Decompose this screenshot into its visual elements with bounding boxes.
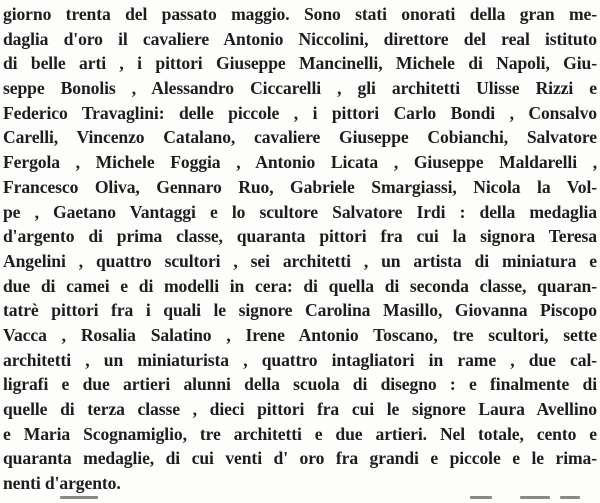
text-line: seppe Bonolis , Alessandro Ciccarelli , gli architetti Ulisse Rizzi e <box>3 78 597 99</box>
text-line: architetti , un miniaturista , quattro intagliatori in rame , due cal- <box>3 349 597 370</box>
text-line: giorno trenta del passato maggio. Sono stati onorati della gran me- <box>3 4 597 24</box>
ink-fragment <box>520 496 550 499</box>
text-line: Fergola , Michele Foggia , Antonio Licata , Giuseppe Maldarelli , <box>3 152 597 173</box>
text-line: quaranta medaglie, di cui venti d' oro fra grandi e piccole e le rima- <box>3 448 597 469</box>
text-line: quelle di terza classe , dieci pittori fra cui le signore Laura Avellino <box>3 399 597 419</box>
text-line: di belle arti , i pittori Giuseppe Mancinelli, Michele di Napoli, Giu- <box>3 53 597 74</box>
text-line: Angelini , quattro scultori , sei architetti , un artista di miniatura e <box>3 250 597 271</box>
text-line: due di camei e di modelli in cera: di quella di seconda classe, quaran- <box>3 275 597 296</box>
ink-fragment <box>560 496 580 499</box>
next-line-cutoff <box>0 490 600 503</box>
text-line: tatrè pittori fra i quali le signore Carolina Masillo, Giovanna Piscopo <box>3 300 597 321</box>
text-line: d'argento di prima classe, quaranta pittori fra cui la signora Teresa <box>3 226 597 247</box>
text-line: pe , Gaetano Vantaggi e lo scultore Salvatore Irdi : della medaglia <box>3 201 597 222</box>
text-line: e Maria Scognamiglio, tre architetti e due artieri. Nel totale, cento e <box>3 423 597 444</box>
ink-fragment <box>470 496 492 499</box>
paragraph <box>3 2 597 496</box>
text-line: ligrafi e due artieri alunni della scuola di disegno : e finalmente di <box>3 374 597 395</box>
text-line: Francesco Oliva, Gennaro Ruo, Gabriele Smargiassi, Nicola la Vol- <box>3 176 597 197</box>
text-line: Vacca , Rosalia Salatino , Irene Antonio Toscano, tre scultori, sette <box>3 324 597 345</box>
text-line: Federico Travaglini: delle piccole , i pittori Carlo Bondi , Consalvo <box>3 102 597 123</box>
text-line: nenti d'argento. <box>3 473 121 494</box>
text-line: Carelli, Vincenzo Catalano, cavaliere Giuseppe Cobianchi, Salvatore <box>3 127 597 148</box>
text-line: daglia d'oro il cavaliere Antonio Niccolini, direttore del real istituto <box>3 28 597 49</box>
ink-fragment <box>60 496 98 499</box>
